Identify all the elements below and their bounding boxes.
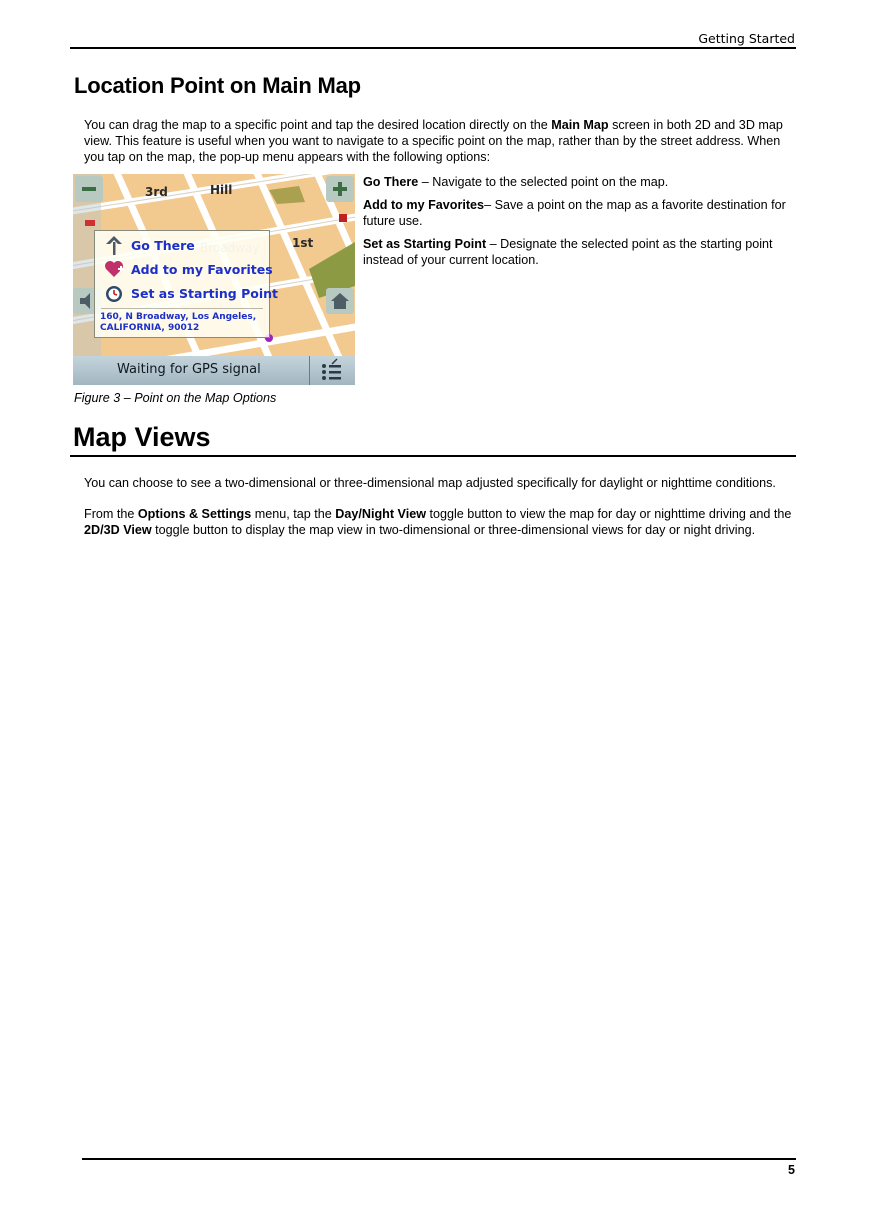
option-go-there [363, 174, 798, 190]
bold-day-night-view: Day/Night View [335, 507, 426, 521]
popup-item-set-starting-point[interactable] [103, 282, 278, 304]
zoom-out-button[interactable] [75, 176, 103, 202]
menu-button[interactable] [315, 357, 343, 383]
home-icon [326, 288, 354, 314]
option-name: Go There [363, 175, 419, 189]
option-set-starting-point [363, 236, 798, 268]
minus-icon [75, 176, 103, 202]
popup-item-go-there[interactable] [103, 234, 195, 256]
intro-text: You can drag the map to a specific point and tap the desired location directly on the [84, 118, 552, 132]
popup-item-add-favorites[interactable] [103, 258, 273, 280]
gps-status-bar [73, 356, 355, 385]
text: toggle button to display the map view in two-dimensional or three-dimensional views for day or night driving. [151, 523, 756, 537]
popup-options-list [363, 174, 798, 275]
section-title-map-views: Map Views [73, 422, 211, 452]
gps-status-text: Waiting for GPS signal [117, 362, 261, 377]
option-desc: – Navigate to the selected point on the map. [418, 175, 669, 189]
map-figure [73, 174, 355, 385]
option-add-favorites [363, 197, 798, 229]
section-rule [70, 455, 796, 457]
footer-rule [82, 1158, 796, 1160]
street-label-3rd: 3rd [145, 185, 168, 199]
intro-paragraph [84, 117, 799, 165]
bold-2d-3d-view: 2D/3D View [84, 523, 152, 537]
zoom-in-button[interactable] [326, 176, 354, 202]
popup-separator [101, 308, 263, 309]
option-name: Set as Starting Point [363, 237, 487, 251]
popup-item-label: Go There [131, 237, 195, 253]
intro-bold-main-map: Main Map [551, 118, 609, 132]
intro-text: screen in both 2D and 3D map view. This feature is useful when you want to navigate to a specific point on the map, rather than by the street address. When you tap on the map, the pop-up menu appears with the following options: [84, 118, 783, 164]
popup-address: 160, N Broadway, Los Angeles, CALIFORNIA, 90012 [100, 312, 257, 333]
option-name: Add to my Favorites [363, 198, 485, 212]
signpost-icon [103, 234, 125, 256]
street-label-hill: Hill [210, 183, 233, 197]
clock-flag-icon [103, 282, 125, 304]
text: From the [84, 507, 138, 521]
street-label-1st: 1st [292, 236, 314, 250]
option-desc: – Designate the selected point as the starting point instead of your current location. [363, 237, 773, 267]
status-divider [309, 356, 310, 385]
popup-item-label: Add to my Favorites [131, 261, 273, 277]
heart-icon [103, 258, 125, 280]
popup-item-label: Set as Starting Point [131, 285, 278, 301]
text: toggle button to view the map for day or nighttime driving and the [426, 507, 792, 521]
map-popup-menu [94, 230, 278, 338]
home-button[interactable] [326, 288, 354, 314]
map-views-paragraph-2 [84, 506, 799, 538]
map-views-paragraph-1: You can choose to see a two-dimensional or three-dimensional map adjusted specifically for daylight or nighttime conditions. [84, 476, 776, 490]
bold-options-settings: Options & Settings [137, 507, 252, 521]
plus-icon [326, 176, 354, 202]
header-rule [70, 47, 796, 49]
running-header: Getting Started [698, 31, 795, 46]
section-title-location-point: Location Point on Main Map [74, 73, 361, 98]
text: menu, tap the [251, 507, 336, 521]
page-number: 5 [788, 1163, 795, 1177]
menu-list-icon [315, 357, 347, 383]
option-desc: – Save a point on the map as a favorite destination for future use. [363, 198, 786, 228]
figure-caption: Figure 3 – Point on the Map Options [74, 391, 277, 405]
